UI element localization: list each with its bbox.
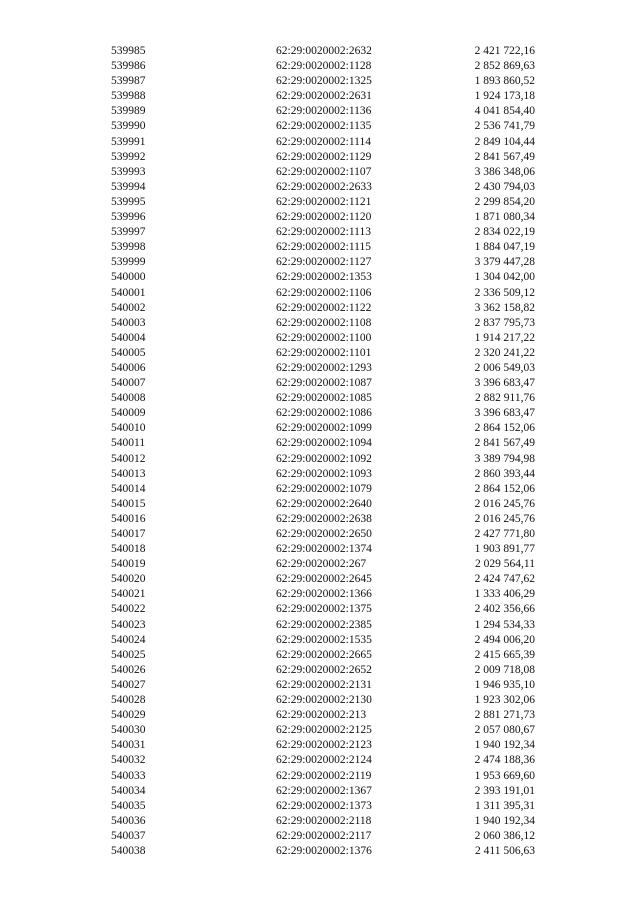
table-row [0,648,640,663]
cadastral-value: 1 893 860,52 [474,75,535,88]
cadastral-number: 62:29:0020002:2118 [276,814,372,827]
cadastral-value: 2 029 564,11 [475,558,535,571]
row-number: 540015 [111,497,146,510]
row-number: 540004 [111,331,146,344]
table-row [0,240,640,255]
cadastral-value: 2 852 869,63 [474,60,535,73]
cadastral-number: 62:29:0020002:1094 [276,437,372,450]
cadastral-value: 2 415 665,39 [474,648,535,661]
cadastral-number: 62:29:0020002:2652 [276,663,372,676]
table-row [0,829,640,844]
row-number: 540018 [111,543,146,556]
cadastral-value: 1 946 935,10 [474,678,535,691]
cadastral-value: 2 837 795,73 [474,316,535,329]
cadastral-number: 62:29:0020002:1129 [276,150,372,163]
table-row [0,59,640,74]
cadastral-value: 1 333 406,29 [474,588,535,601]
table-row [0,331,640,346]
cadastral-value: 2 841 567,49 [474,437,535,450]
cadastral-number: 62:29:0020002:1092 [276,452,372,465]
cadastral-number: 62:29:0020002:1535 [276,633,372,646]
table-row [0,135,640,150]
row-number: 539994 [111,180,146,193]
row-number: 540028 [111,694,146,707]
table-row [0,119,640,134]
table-row [0,421,640,436]
row-number: 540038 [111,844,146,857]
row-number: 539986 [111,60,146,73]
cadastral-number: 62:29:0020002:1373 [276,799,372,812]
table-row [0,542,640,557]
cadastral-value: 1 923 302,06 [474,694,535,707]
cadastral-value: 4 041 854,40 [474,105,535,118]
table-row [0,210,640,225]
row-number: 539997 [111,226,146,239]
cadastral-number: 62:29:0020002:2632 [276,45,372,57]
cadastral-value: 2 402 356,66 [474,603,535,616]
row-number: 540034 [111,784,146,797]
cadastral-value: 3 362 158,82 [474,301,535,314]
row-number: 540012 [111,452,146,465]
cadastral-number: 62:29:0020002:2117 [276,829,372,842]
cadastral-number: 62:29:0020002:1367 [276,784,372,797]
row-number: 540022 [111,603,146,616]
cadastral-value: 3 386 348,06 [474,165,535,178]
cadastral-number: 62:29:0020002:2131 [276,678,372,691]
table-row [0,769,640,784]
cadastral-value: 1 914 217,22 [474,331,535,344]
row-number: 539989 [111,105,146,118]
row-number: 540033 [111,769,146,782]
table-row [0,602,640,617]
cadastral-number: 62:29:0020002:1106 [276,286,372,299]
row-number: 540014 [111,482,146,495]
cadastral-value: 2 860 393,44 [474,467,535,480]
cadastral-value: 2 494 006,20 [474,633,535,646]
cadastral-value: 2 427 771,80 [474,528,535,540]
row-number: 540016 [111,512,146,525]
cadastral-value: 3 389 794,98 [474,452,535,465]
cadastral-value: 3 396 683,47 [474,407,535,420]
cadastral-value: 2 320 241,22 [474,346,535,359]
cadastral-number: 62:29:0020002:2665 [276,648,372,661]
cadastral-number: 62:29:0020002:1085 [276,392,372,405]
row-number: 540035 [111,799,146,812]
cadastral-number: 62:29:0020002:1120 [276,211,372,224]
cadastral-value-table [0,44,640,859]
cadastral-value: 2 016 245,76 [474,512,535,525]
cadastral-number: 62:29:0020002:1353 [276,271,372,284]
table-row [0,678,640,693]
table-row [0,255,640,270]
cadastral-number: 62:29:0020002:2638 [276,512,372,525]
table-row [0,316,640,331]
table-row [0,436,640,451]
cadastral-number: 62:29:0020002:1114 [276,135,371,148]
cadastral-value: 2 882 911,76 [475,392,535,405]
row-number: 539998 [111,241,146,254]
table-row [0,738,640,753]
cadastral-number: 62:29:0020002:267 [276,558,367,571]
cadastral-number: 62:29:0020002:1325 [276,75,372,88]
cadastral-number: 62:29:0020002:1122 [276,301,372,314]
table-row [0,753,640,768]
cadastral-value: 1 940 192,34 [474,814,535,827]
cadastral-value: 2 474 188,36 [474,754,535,767]
table-row [0,799,640,814]
cadastral-number: 62:29:0020002:2650 [276,528,372,540]
cadastral-number: 62:29:0020002:2640 [276,497,372,510]
cadastral-value: 2 299 854,20 [474,195,535,208]
cadastral-number: 62:29:0020002:2130 [276,694,372,707]
table-row [0,844,640,859]
cadastral-number: 62:29:0020002:1366 [276,588,372,601]
row-number: 540008 [111,392,146,405]
cadastral-number: 62:29:0020002:1093 [276,467,372,480]
table-row [0,361,640,376]
table-row [0,467,640,482]
cadastral-value: 2 421 722,16 [474,45,535,57]
cadastral-number: 62:29:0020002:1087 [276,377,372,390]
cadastral-value: 1 311 395,31 [475,799,535,812]
row-number: 539996 [111,211,146,224]
cadastral-number: 62:29:0020002:2385 [276,618,372,631]
row-number: 540029 [111,709,146,722]
cadastral-value: 2 864 152,06 [474,482,535,495]
cadastral-value: 2 881 271,73 [474,709,535,722]
row-number: 540006 [111,361,146,374]
cadastral-value: 2 424 747,62 [474,573,535,586]
cadastral-number: 62:29:0020002:1135 [276,120,372,133]
table-row [0,376,640,391]
cadastral-number: 62:29:0020002:1100 [276,331,372,344]
table-row [0,663,640,678]
row-number: 540031 [111,739,146,752]
table-row [0,346,640,361]
cadastral-value: 2 060 386,12 [474,829,535,842]
cadastral-number: 62:29:0020002:1113 [276,226,371,239]
cadastral-number: 62:29:0020002:1293 [276,361,372,374]
row-number: 540024 [111,633,146,646]
table-row [0,74,640,89]
cadastral-value: 1 940 192,34 [474,739,535,752]
cadastral-value: 1 924 173,18 [474,90,535,103]
row-number: 540037 [111,829,146,842]
cadastral-number: 62:29:0020002:1099 [276,422,372,435]
row-number: 539992 [111,150,146,163]
row-number: 540027 [111,678,146,691]
cadastral-number: 62:29:0020002:1128 [276,60,372,73]
table-row [0,391,640,406]
table-row [0,723,640,738]
cadastral-number: 62:29:0020002:2631 [276,90,372,103]
cadastral-number: 62:29:0020002:1136 [276,105,372,118]
row-number: 540001 [111,286,146,299]
cadastral-value: 2 393 191,01 [474,784,535,797]
cadastral-value: 3 396 683,47 [474,377,535,390]
row-number: 540010 [111,422,146,435]
cadastral-value: 3 379 447,28 [474,256,535,269]
cadastral-number: 62:29:0020002:1121 [276,195,372,208]
cadastral-number: 62:29:0020002:1374 [276,543,372,556]
cadastral-value: 1 903 891,77 [474,543,535,556]
cadastral-number: 62:29:0020002:1108 [276,316,372,329]
cadastral-value: 2 411 506,63 [475,844,535,857]
cadastral-number: 62:29:0020002:2124 [276,754,372,767]
cadastral-number: 62:29:0020002:213 [276,709,367,722]
row-number: 540017 [111,528,146,540]
table-row [0,527,640,542]
cadastral-value: 2 006 549,03 [474,361,535,374]
table-row [0,557,640,572]
cadastral-value: 1 884 047,19 [474,241,535,254]
cadastral-number: 62:29:0020002:1086 [276,407,372,420]
cadastral-number: 62:29:0020002:2645 [276,573,372,586]
table-row [0,497,640,512]
cadastral-value: 1 953 669,60 [474,769,535,782]
row-number: 540000 [111,271,146,284]
row-number: 539999 [111,256,146,269]
row-number: 540019 [111,558,146,571]
row-number: 540003 [111,316,146,329]
row-number: 540002 [111,301,146,314]
row-number: 539993 [111,165,146,178]
row-number: 539991 [111,135,146,148]
table-row [0,482,640,497]
cadastral-number: 62:29:0020002:1127 [276,256,372,269]
table-row [0,225,640,240]
cadastral-value: 2 336 509,12 [474,286,535,299]
table-row [0,587,640,602]
table-row [0,150,640,165]
cadastral-value: 2 849 104,44 [474,135,535,148]
row-number: 540020 [111,573,146,586]
cadastral-value: 2 009 718,08 [474,663,535,676]
row-number: 540036 [111,814,146,827]
table-row [0,708,640,723]
row-number: 540005 [111,346,146,359]
cadastral-value: 1 304 042,00 [474,271,535,284]
row-number: 540025 [111,648,146,661]
cadastral-value: 1 871 080,34 [474,211,535,224]
table-row [0,301,640,316]
table-row [0,180,640,195]
cadastral-value: 2 536 741,79 [474,120,535,133]
cadastral-number: 62:29:0020002:1375 [276,603,372,616]
cadastral-number: 62:29:0020002:2125 [276,724,372,737]
row-number: 540021 [111,588,146,601]
table-row [0,512,640,527]
table-row [0,44,640,59]
cadastral-value: 1 294 534,33 [474,618,535,631]
table-row [0,165,640,180]
row-number: 540030 [111,724,146,737]
cadastral-number: 62:29:0020002:1115 [276,241,371,254]
table-row [0,633,640,648]
table-row [0,693,640,708]
table-row [0,104,640,119]
row-number: 540009 [111,407,146,420]
row-number: 539995 [111,195,146,208]
cadastral-number: 62:29:0020002:2633 [276,180,372,193]
cadastral-value: 2 834 022,19 [474,226,535,239]
cadastral-value: 2 841 567,49 [474,150,535,163]
cadastral-value: 2 864 152,06 [474,422,535,435]
cadastral-value: 2 430 794,03 [474,180,535,193]
table-row [0,270,640,285]
cadastral-number: 62:29:0020002:2119 [276,769,372,782]
row-number: 540026 [111,663,146,676]
table-row [0,286,640,301]
row-number: 540013 [111,467,146,480]
table-row [0,452,640,467]
cadastral-number: 62:29:0020002:1376 [276,844,372,857]
table-row [0,618,640,633]
row-number: 539985 [111,45,146,57]
cadastral-value: 2 016 245,76 [474,497,535,510]
cadastral-number: 62:29:0020002:1107 [276,165,372,178]
row-number: 540011 [111,437,146,450]
row-number: 540007 [111,377,146,390]
cadastral-value: 2 057 080,67 [474,724,535,737]
table-row [0,572,640,587]
cadastral-number: 62:29:0020002:1079 [276,482,372,495]
table-row [0,195,640,210]
table-row [0,814,640,829]
table-row [0,406,640,421]
row-number: 539987 [111,75,146,88]
table-row [0,89,640,104]
cadastral-number: 62:29:0020002:2123 [276,739,372,752]
table-row [0,784,640,799]
row-number: 539988 [111,90,146,103]
cadastral-number: 62:29:0020002:1101 [276,346,372,359]
row-number: 540032 [111,754,146,767]
row-number: 539990 [111,120,146,133]
row-number: 540023 [111,618,146,631]
